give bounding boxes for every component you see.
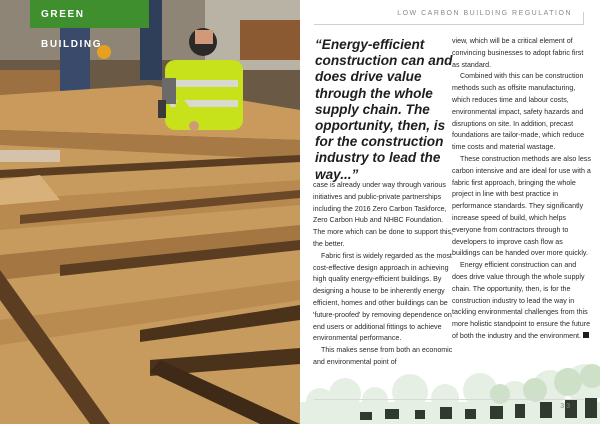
end-mark-icon [583, 332, 589, 338]
article-column-right [452, 36, 592, 343]
footer-rule [314, 399, 584, 400]
text-page [300, 0, 600, 424]
header-rule [314, 24, 584, 25]
header-rule-tick [583, 12, 584, 24]
paragraph: This makes sense from both an economic and environmental point of [313, 346, 453, 366]
paragraph: Combined with this can be construction methods such as offsite manufacturing, which reduces time and labour costs, environmental impact, safety hazards and disruptions on site. In addition, precast foundations are tailor-made, which reduce time costs and material wastage. [452, 72, 585, 152]
paragraph-last [452, 260, 592, 343]
paragraph: view, which will be a critical element of convincing businesses to adopt fabric first as standard. [452, 37, 584, 69]
paragraph: These construction methods are also less carbon intensive and are ideal for use with a fabric first approach, bringing the whole project in line with best practice in performance standards. They significantly increase speed of build, which helps everyone from contractors through to developers to improve cash flow as buildings can be handed over more quickly. [452, 154, 591, 258]
article-column-left [313, 180, 455, 369]
paragraph-text: Energy efficient construction can and does drive value through the whole supply chain. The opportunity, then, is for the construction industry to lead the way in tackling environmental challenges from this more holistic standpoint to ensure the future of both the industry and the environment. [452, 261, 591, 340]
treeline-skyline-decoration [300, 354, 600, 424]
page-number: 33 [560, 403, 572, 410]
paragraph: Fabric first is widely regarded as the most cost-effective design approach in achieving high quality energy-efficient buildings. By designing a house to be inherently energy efficient, homes and other buildings can be 'future-proofed' by removing dependence on end users or additional fittings to achieve environmental performance. [313, 251, 452, 343]
pull-quote: “Energy-efficient construction can and does drive value through the whole supply chain. The opportunity, then, is for the construction industry to lead the way...” [315, 37, 453, 182]
section-title: LOW CARBON BUILDING REGULATION [397, 10, 572, 17]
section-tag: GREEN BUILDING [30, 0, 149, 28]
paragraph: case is already under way through various initiatives and public-private partnerships including the 2016 Zero Carbon Taskforce, Zero Carbon Hub and NHBC Foundation. The more which can be done to support this, the better. [313, 181, 453, 248]
